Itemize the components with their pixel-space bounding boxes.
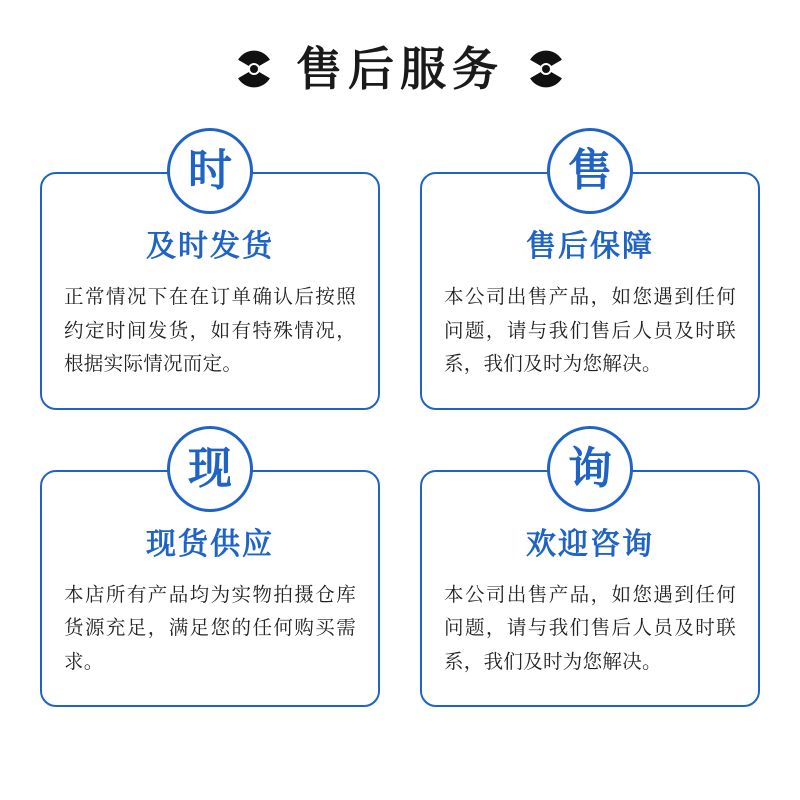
page-header [0,0,800,95]
card-body: 本公司出售产品，如您遇到任何问题，请与我们售后人员及时联系，我们及时为您解决。 [444,286,736,376]
card-body: 正常情况下在在订单确认后按照约定时间发货，如有特殊情况，根据实际情况而定。 [64,286,356,376]
card-badge: 时 [167,128,253,214]
service-card-stock-supply [40,443,380,708]
card-title: 现货供应 [146,527,274,561]
service-card-welcome-inquiry [420,443,760,708]
card-title: 售后保障 [526,230,654,263]
service-card-after-sales-guarantee [420,146,760,410]
card-title: 欢迎咨询 [526,527,654,561]
card-body: 本公司出售产品，如您遇到任何问题，请与我们售后人员及时联系，我们及时为您解决。 [444,583,736,673]
service-card-grid [0,146,800,707]
card-badge: 询 [547,426,633,512]
radiation-icon-left [234,49,274,89]
service-card-timely-shipping [40,146,380,410]
card-body: 本店所有产品均为实物拍摄仓库货源充足，满足您的任何购买需求。 [64,583,356,673]
card-badge: 售 [547,128,633,214]
page-title: 售后服务 [296,43,504,95]
card-title: 及时发货 [146,230,274,263]
radiation-icon-right [526,49,566,89]
card-badge: 现 [167,426,253,512]
